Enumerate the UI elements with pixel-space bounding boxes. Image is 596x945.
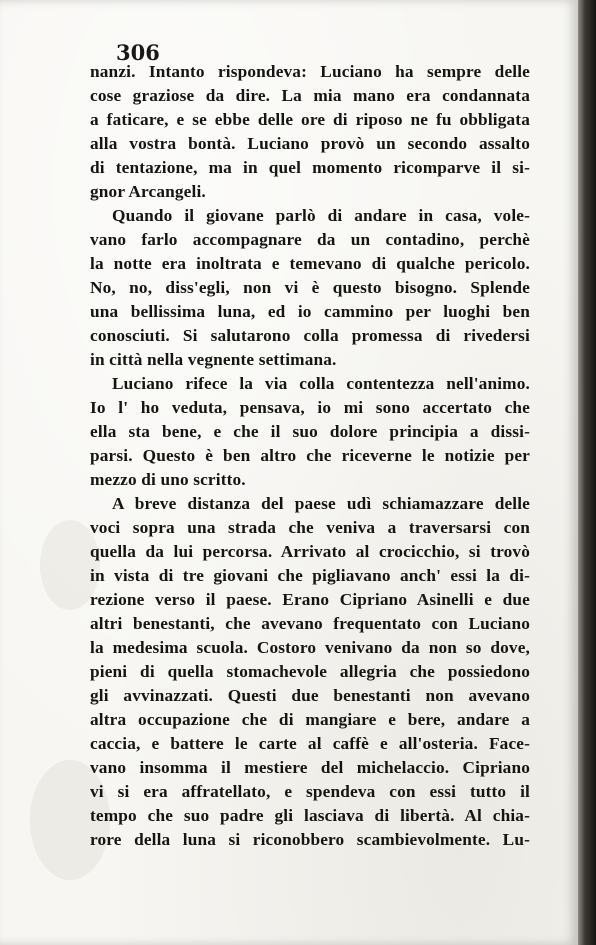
text-line: Quando il giovane parlò di andare in casa, vole- — [112, 206, 530, 225]
text-line: di tentazione, ma in quel momento ricomparve il si- — [90, 158, 530, 177]
text-line: A breve distanza del paese udì schiamazzare delle — [112, 494, 530, 513]
text-line: mezzo di uno scritto. — [90, 470, 246, 489]
text-line: gnor Arcangeli. — [90, 182, 206, 201]
text-line: cose graziose da dire. La mia mano era condannata — [90, 86, 530, 105]
text-line: in vista di tre giovani che pigliavano anch' essi la di- — [90, 566, 530, 585]
text-line: rore della luna si riconobbero scambievolmente. Lu- — [90, 830, 530, 849]
text-line: parsi. Questo è ben altro che riceverne le notizie per — [90, 446, 530, 465]
body-text — [90, 60, 530, 852]
text-line: altri benestanti, che avevano frequentato con Luciano — [90, 614, 530, 633]
text-line: gli avvinazzati. Questi due benestanti non avevano — [90, 686, 530, 705]
page-number: 306 — [116, 40, 160, 65]
text-line: in città nella vegnente settimana. — [90, 350, 337, 369]
text-line: nanzi. Intanto rispondeva: Luciano ha sempre delle — [90, 62, 530, 81]
text-line: vano insomma il mestiere del michelaccio. Cipriano — [90, 758, 530, 777]
text-line: altra occupazione che di mangiare e bere, andare a — [90, 710, 530, 729]
text-line: rezione verso il paese. Erano Cipriano Asinelli e due — [90, 590, 530, 609]
page-edge-shadow — [578, 0, 596, 945]
text-line: vi si era affratellato, e spendeva con essi tutto il — [90, 782, 530, 801]
text-line: a faticare, e se ebbe delle ore di riposo ne fu obbligata — [90, 110, 530, 129]
text-line: conosciuti. Si salutarono colla promessa di rivedersi — [90, 326, 530, 345]
text-line: No, no, diss'egli, non vi è questo bisogno. Splende — [90, 278, 530, 297]
text-line: voci sopra una strada che veniva a traversarsi con — [90, 518, 530, 537]
text-line: Luciano rifece la via colla contentezza nell'animo. — [112, 374, 530, 393]
text-line: quella da lui percorsa. Arrivato al crocicchio, si trovò — [90, 542, 530, 561]
text-line: Io l' ho veduta, pensava, io mi sono accertato che — [90, 398, 530, 417]
text-line: alla vostra bontà. Luciano provò un secondo assalto — [90, 134, 530, 153]
text-line: ella sta bene, e che il suo dolore principia a dissi- — [90, 422, 530, 441]
text-line: la medesima scuola. Costoro venivano da non so dove, — [90, 638, 530, 657]
text-line: pieni di quella stomachevole allegria che possiedono — [90, 662, 530, 681]
text-line: la notte era inoltrata e temevano di qualche pericolo. — [90, 254, 530, 273]
text-line: caccia, e battere le carte al caffè e all'osteria. Face- — [90, 734, 530, 753]
text-line: una bellissima luna, ed io cammino per luoghi ben — [90, 302, 530, 321]
text-line: tempo che suo padre gli lasciava di libertà. Al chia- — [90, 806, 530, 825]
text-line: vano farlo accompagnare da un contadino, perchè — [90, 230, 530, 249]
